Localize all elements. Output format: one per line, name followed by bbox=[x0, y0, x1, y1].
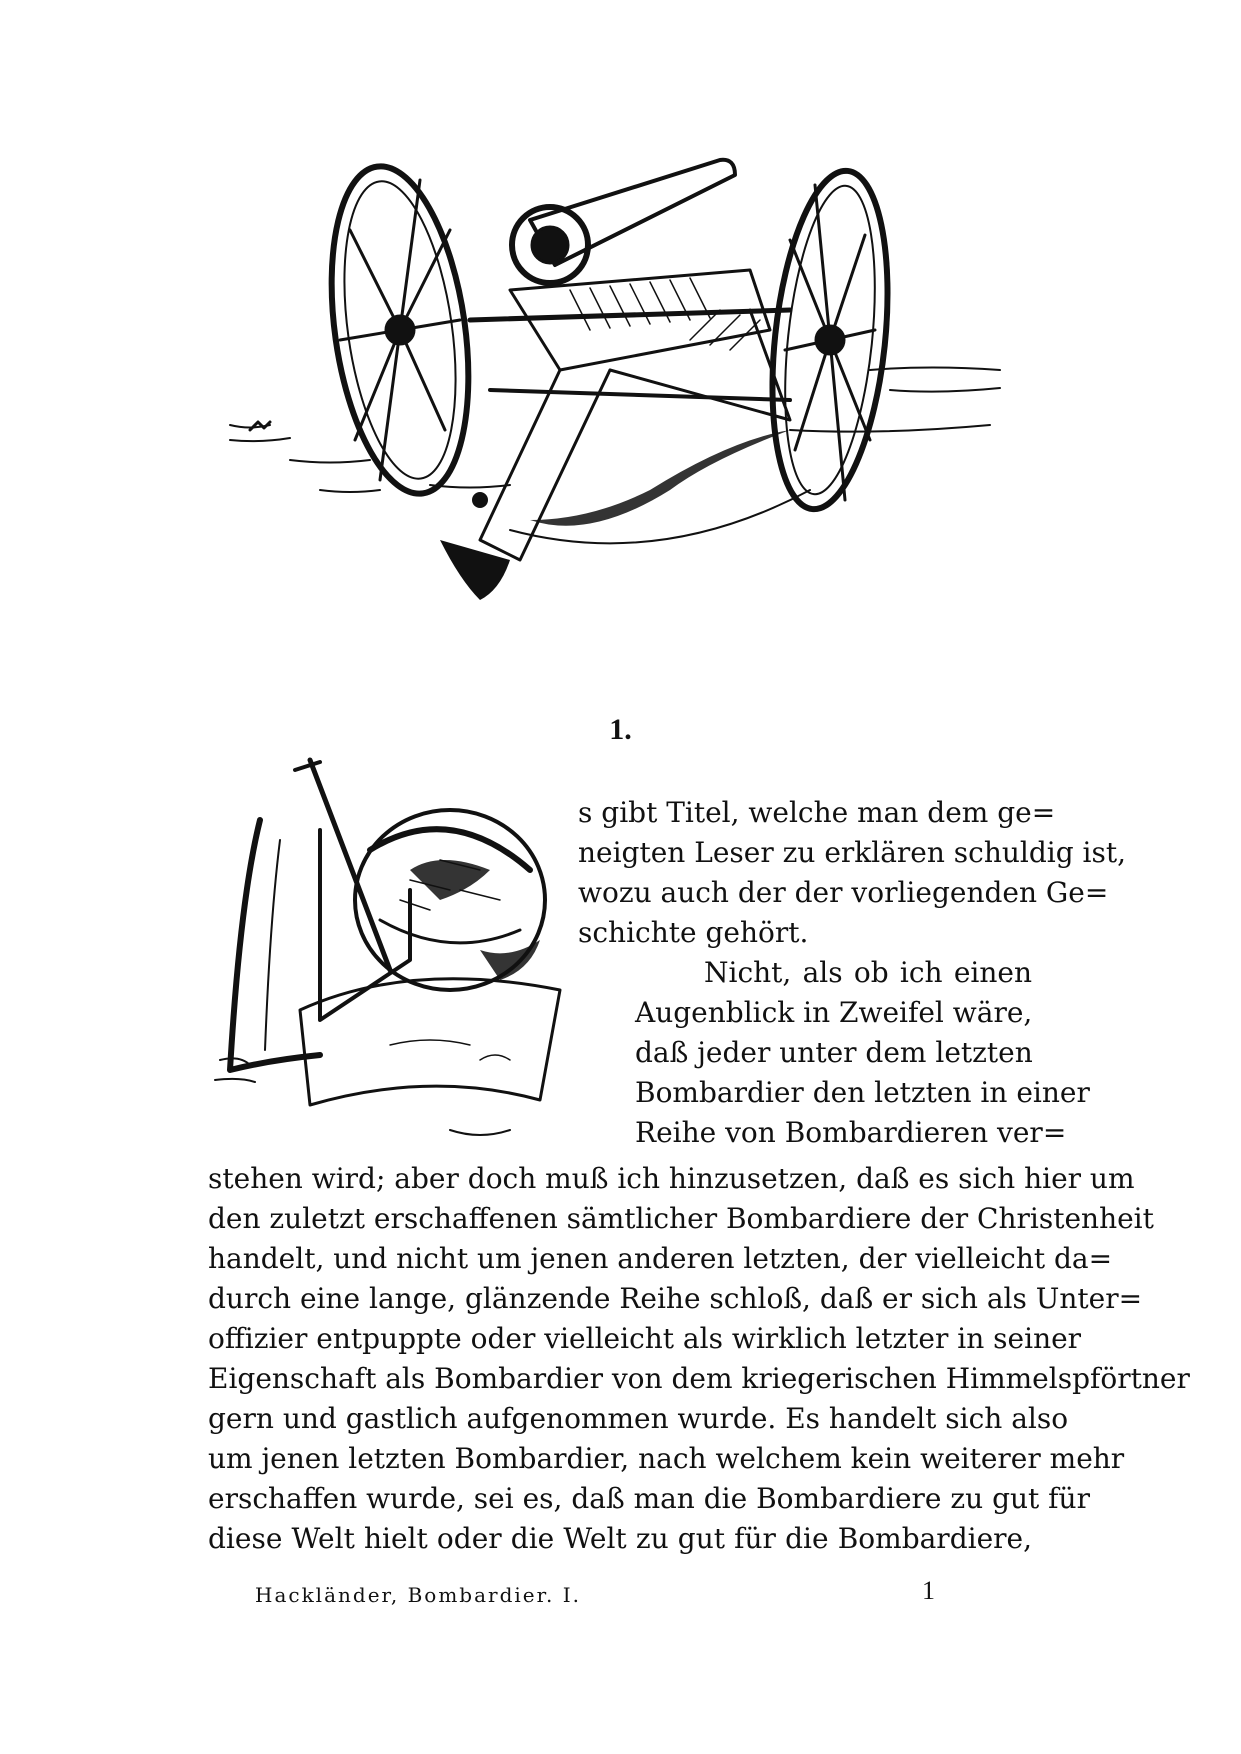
text-line: Eigenschaft als Bombardier von dem kriegerischen Himmelspförtner bbox=[208, 1362, 1190, 1395]
text-line: Augenblick in Zweifel wäre, bbox=[635, 996, 1033, 1029]
text-line: Reihe von Bombardieren ver= bbox=[635, 1116, 1067, 1149]
text-line: offizier entpuppte oder vielleicht als wirklich letzter in seiner bbox=[208, 1322, 1082, 1355]
text-line: handelt, und nicht um jenen anderen letzten, der vielleicht da= bbox=[208, 1242, 1113, 1275]
text-line: daß jeder unter dem letzten bbox=[635, 1036, 1033, 1069]
text-line: neigten Leser zu erklären schuldig ist, bbox=[578, 836, 1127, 869]
text-line: stehen wird; aber doch muß ich hinzusetzen, daß es sich hier um bbox=[208, 1162, 1135, 1195]
text-line: gern und gastlich aufgenommen wurde. Es handelt sich also bbox=[208, 1402, 1069, 1435]
decorated-initial-illustration bbox=[210, 760, 630, 1150]
cannon-illustration bbox=[230, 140, 1010, 620]
text-line: schichte gehört. bbox=[578, 916, 809, 949]
chapter-number: 1. bbox=[609, 713, 632, 746]
text-line: wozu auch der der vorliegenden Ge= bbox=[578, 876, 1109, 909]
text-line: erschaffen wurde, sei es, daß man die Bombardiere zu gut für bbox=[208, 1482, 1090, 1515]
footer-signature: Hackländer, Bombardier. I. bbox=[255, 1583, 581, 1607]
text-line: um jenen letzten Bombardier, nach welchem kein weiterer mehr bbox=[208, 1442, 1125, 1475]
page-number: 1 bbox=[922, 1576, 935, 1605]
text-line: Bombardier den letzten in einer bbox=[635, 1076, 1090, 1109]
text-line: den zuletzt erschaffenen sämtlicher Bombardiere der Christenheit bbox=[208, 1202, 1154, 1235]
text-line: s gibt Titel, welche man dem ge= bbox=[578, 796, 1056, 829]
text-line: durch eine lange, glänzende Reihe schloß, daß er sich als Unter= bbox=[208, 1282, 1143, 1315]
text-line: diese Welt hielt oder die Welt zu gut für die Bombardiere, bbox=[208, 1522, 1032, 1555]
text-line: Nicht, als ob ich einen bbox=[704, 956, 1032, 989]
